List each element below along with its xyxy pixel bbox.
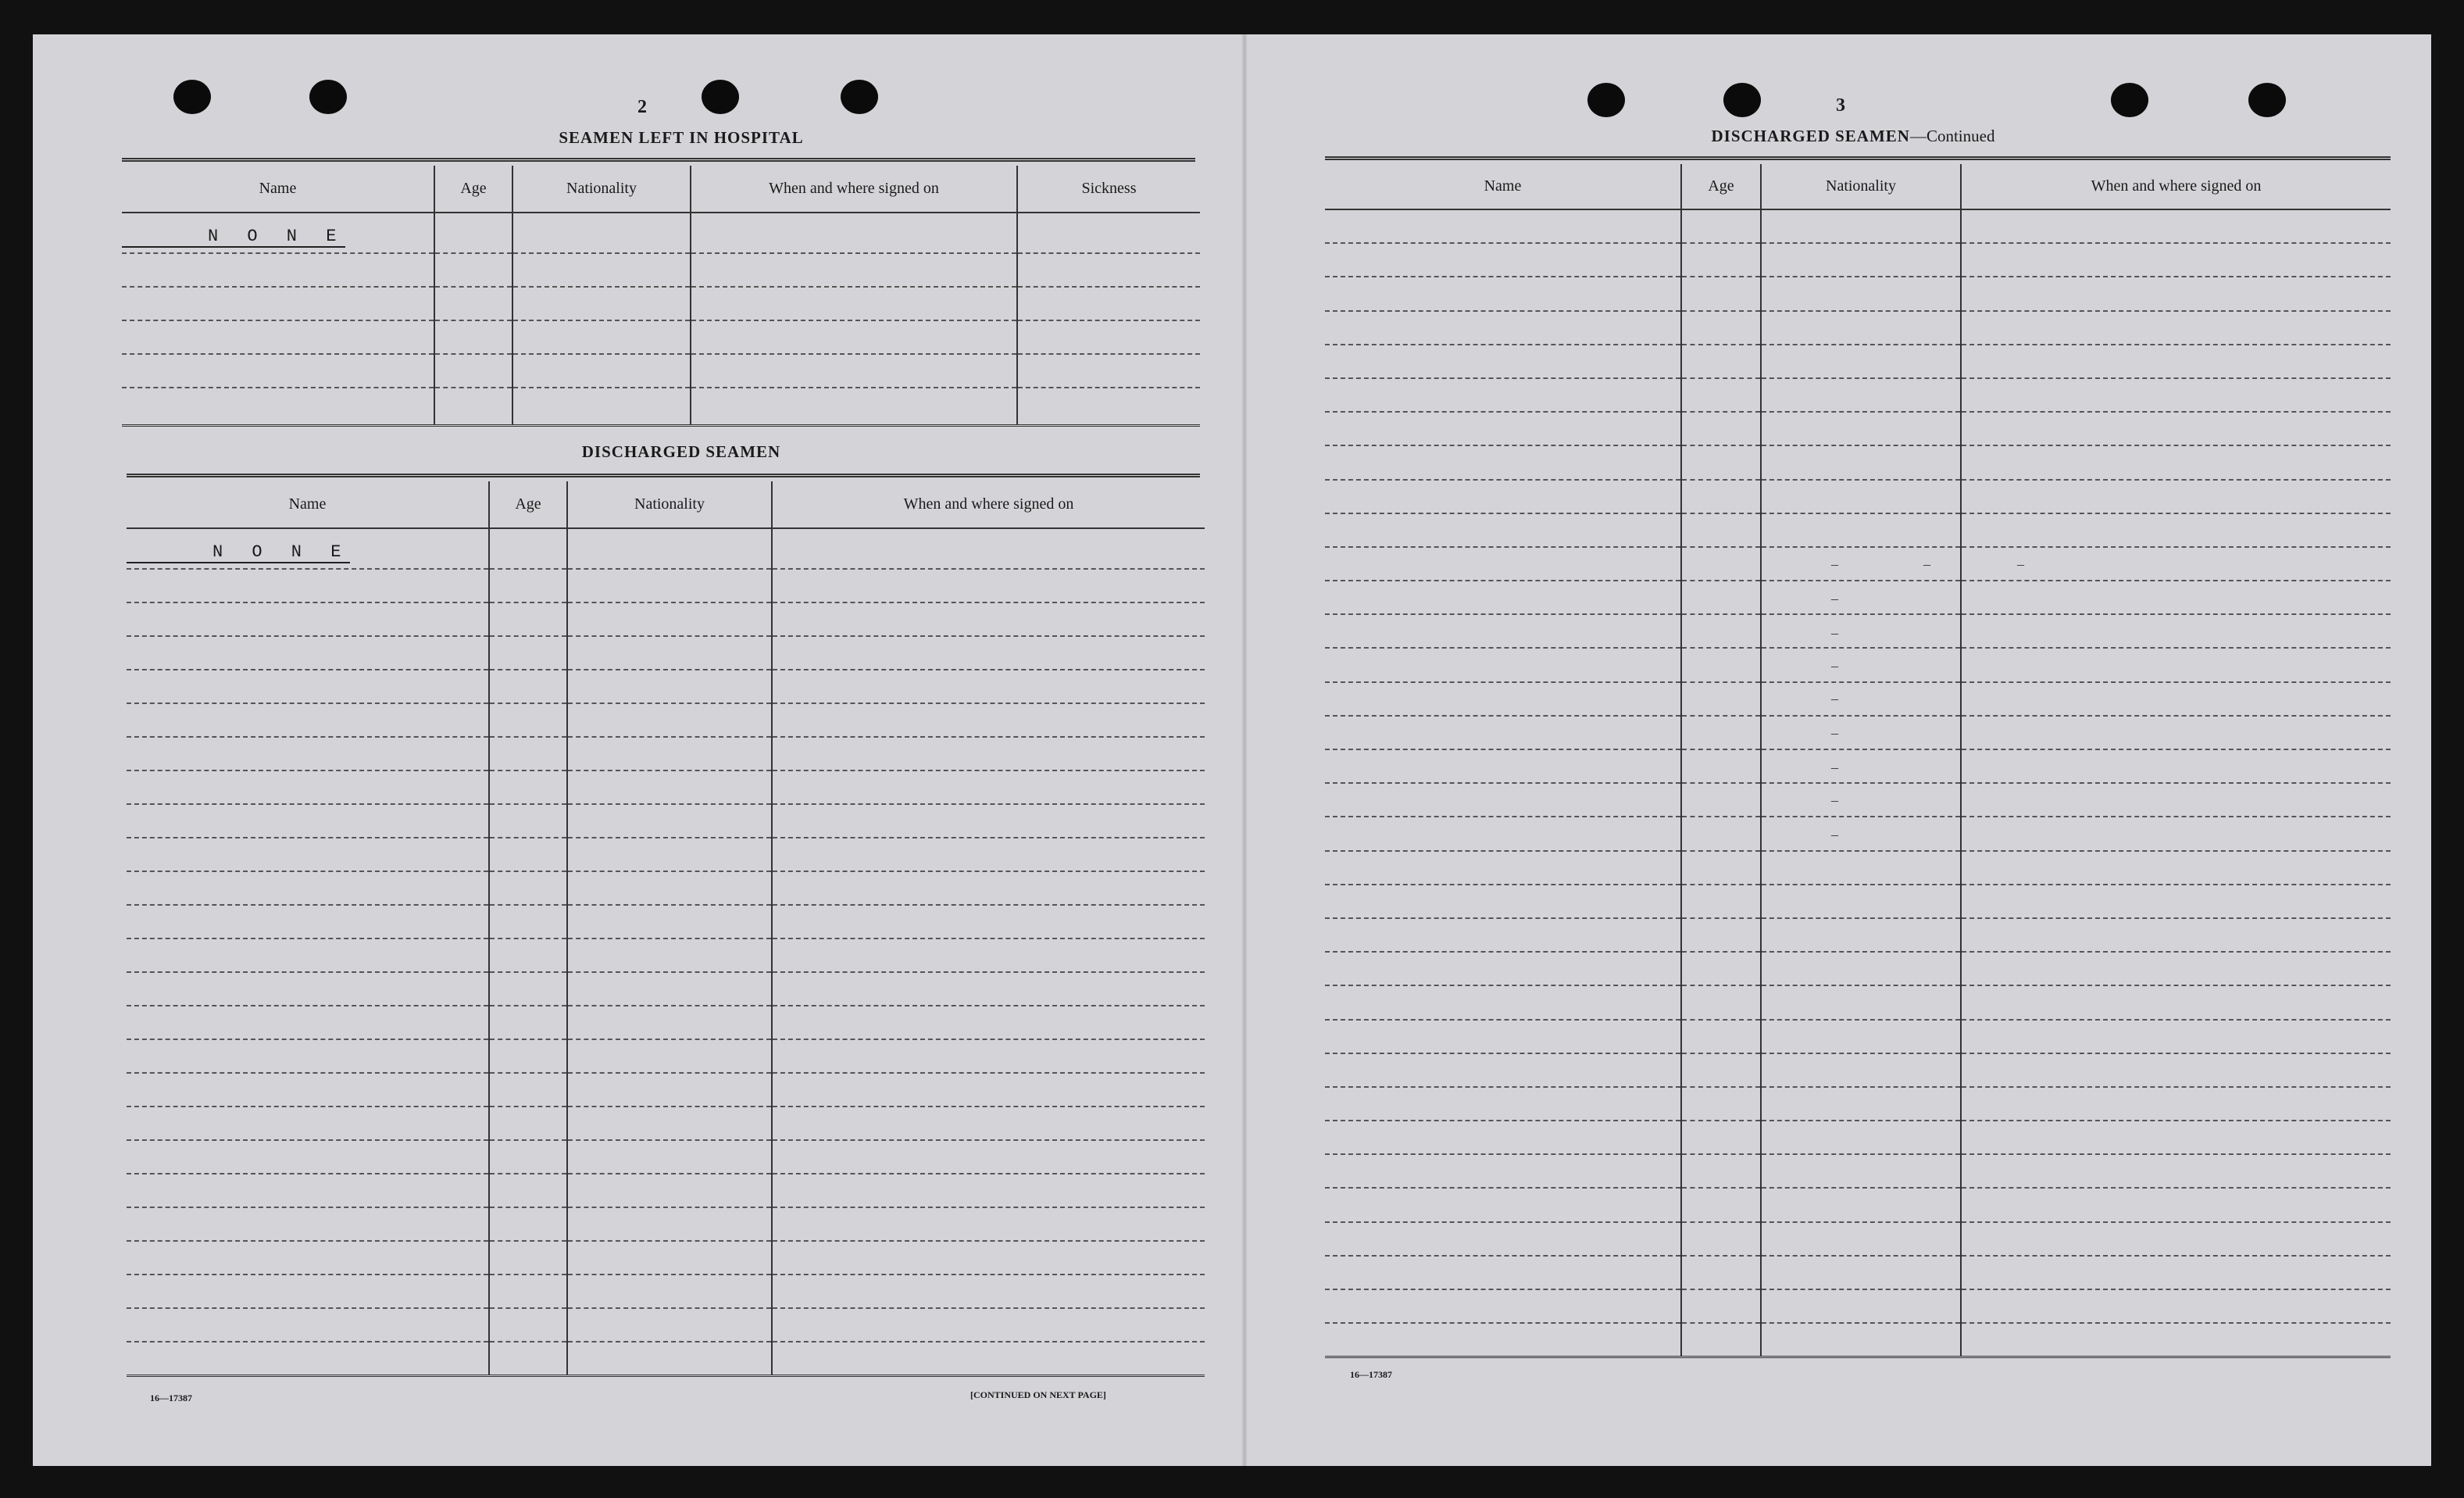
typed-entry: N O N E [122, 227, 345, 248]
table-row [1325, 1289, 2391, 1323]
table-row [127, 1140, 1205, 1174]
name-cell [127, 528, 489, 569]
discharged-table-left [127, 481, 1205, 1377]
pencil-mark: – [1831, 691, 1838, 706]
table-row [1325, 445, 2391, 479]
pencil-mark: – [1831, 658, 1838, 674]
page-number-right: 3 [1836, 95, 1845, 116]
table-row [1325, 243, 2391, 277]
column-header-sickness: Sickness [1017, 166, 1200, 213]
table-row [122, 287, 1200, 320]
table-row [1325, 378, 2391, 412]
column-header-nationality: Nationality [567, 481, 772, 528]
discharged-header-row [127, 481, 1205, 528]
table-row [1325, 851, 2391, 885]
column-header-signed-on: When and where signed on [772, 481, 1205, 528]
nationality-cell [567, 528, 772, 569]
table-row [127, 972, 1205, 1006]
punch-hole [173, 80, 211, 114]
age-cell [489, 528, 567, 569]
age-cell [434, 213, 512, 253]
column-header-nationality: Nationality [1761, 164, 1961, 209]
punch-hole [1723, 83, 1761, 117]
page-number-left: 2 [637, 97, 647, 117]
column-header-age: Age [489, 481, 567, 528]
table-row [127, 670, 1205, 703]
table-row [127, 1107, 1205, 1140]
pencil-mark: – [1923, 556, 1930, 572]
hospital-section-title: SEAMEN LEFT IN HOSPITAL [559, 128, 804, 147]
discharged-top-rule [127, 474, 1200, 477]
column-header-signed-on: When and where signed on [1961, 164, 2391, 209]
table-row [1325, 547, 2391, 581]
right-top-rule [1325, 156, 2391, 160]
table-row [127, 1342, 1205, 1375]
punch-hole [2111, 83, 2148, 117]
table-row [1325, 1020, 2391, 1053]
punch-hole [1587, 83, 1625, 117]
punch-hole [702, 80, 739, 114]
table-row [127, 1275, 1205, 1308]
pencil-mark: – [1831, 556, 1838, 572]
nationality-cell [512, 213, 691, 253]
name-cell [122, 213, 434, 253]
table-row [1325, 480, 2391, 513]
table-row [127, 703, 1205, 737]
table-row [1325, 885, 2391, 918]
table-row [1325, 209, 2391, 243]
column-header-name: Name [1325, 164, 1681, 209]
pencil-mark: – [1831, 827, 1838, 842]
form-number-right: 16—17387 [1350, 1369, 1392, 1380]
table-row [122, 253, 1200, 287]
table-row [1325, 311, 2391, 345]
table-row [1325, 1222, 2391, 1256]
table-row [127, 770, 1205, 804]
column-header-age: Age [434, 166, 512, 213]
pencil-mark: – [1831, 625, 1838, 641]
table-row [1325, 412, 2391, 445]
punch-hole [309, 80, 347, 114]
hospital-top-rule [122, 158, 1195, 162]
pencil-mark: – [2017, 556, 2024, 572]
table-row [122, 320, 1200, 354]
column-header-age: Age [1681, 164, 1761, 209]
table-row [1325, 783, 2391, 817]
continued-suffix: —Continued [1909, 127, 1995, 145]
form-number-left: 16—17387 [150, 1393, 192, 1403]
table-row [1325, 1323, 2391, 1357]
table-row [1325, 513, 2391, 547]
table-row [1325, 682, 2391, 716]
table-row [122, 354, 1200, 388]
table-row [127, 871, 1205, 905]
table-row [1325, 648, 2391, 681]
table-row [127, 636, 1205, 670]
table-row [127, 804, 1205, 838]
sickness-cell [1017, 213, 1200, 253]
table-row [122, 388, 1200, 425]
table-row [127, 1241, 1205, 1275]
table-row [1325, 1256, 2391, 1289]
discharged-section-title: DISCHARGED SEAMEN [581, 442, 781, 461]
table-row [1325, 581, 2391, 614]
table-row [127, 569, 1205, 602]
table-row [1325, 918, 2391, 952]
column-header-name: Name [127, 481, 489, 528]
table-row [1325, 1154, 2391, 1188]
table-row [1325, 277, 2391, 310]
table-row [127, 1073, 1205, 1107]
table-row [127, 1039, 1205, 1073]
table-row [122, 213, 1200, 253]
table-row [1325, 345, 2391, 378]
table-row [127, 602, 1205, 636]
discharged-continued-title [1580, 127, 2127, 146]
column-header-name: Name [122, 166, 434, 213]
page-fold [1242, 34, 1247, 1466]
pencil-mark: – [1831, 792, 1838, 808]
pencil-mark: – [1831, 725, 1838, 741]
table-row [127, 528, 1205, 569]
table-row [127, 1174, 1205, 1207]
table-row [1325, 985, 2391, 1019]
table-row [1325, 1087, 2391, 1121]
table-row [127, 838, 1205, 871]
table-row [1325, 952, 2391, 985]
table-row [1325, 614, 2391, 648]
hospital-table [122, 166, 1200, 427]
table-row [1325, 749, 2391, 783]
document-sheet [33, 34, 2431, 1466]
table-row [1325, 1188, 2391, 1221]
signed-on-cell [691, 213, 1017, 253]
table-row [127, 1006, 1205, 1039]
hospital-header-row [122, 166, 1200, 213]
column-header-nationality: Nationality [512, 166, 691, 213]
table-row [1325, 1121, 2391, 1154]
discharged-continued-title-text: DISCHARGED SEAMEN [1711, 127, 1910, 145]
pencil-mark: – [1831, 760, 1838, 775]
table-row [127, 1207, 1205, 1241]
table-row [1325, 1053, 2391, 1087]
pencil-mark: – [1831, 591, 1838, 606]
continued-note: [CONTINUED ON NEXT PAGE] [970, 1389, 1106, 1400]
typed-entry: N O N E [127, 542, 350, 563]
discharged-header-row [1325, 164, 2391, 209]
table-row [1325, 716, 2391, 749]
table-row [1325, 817, 2391, 850]
table-row [127, 905, 1205, 938]
punch-hole [841, 80, 878, 114]
table-row [127, 938, 1205, 972]
signed-on-cell [772, 528, 1205, 569]
punch-hole [2248, 83, 2286, 117]
table-row [127, 1308, 1205, 1342]
discharged-table-right [1325, 164, 2391, 1358]
column-header-signed-on: When and where signed on [691, 166, 1017, 213]
table-row [127, 737, 1205, 770]
